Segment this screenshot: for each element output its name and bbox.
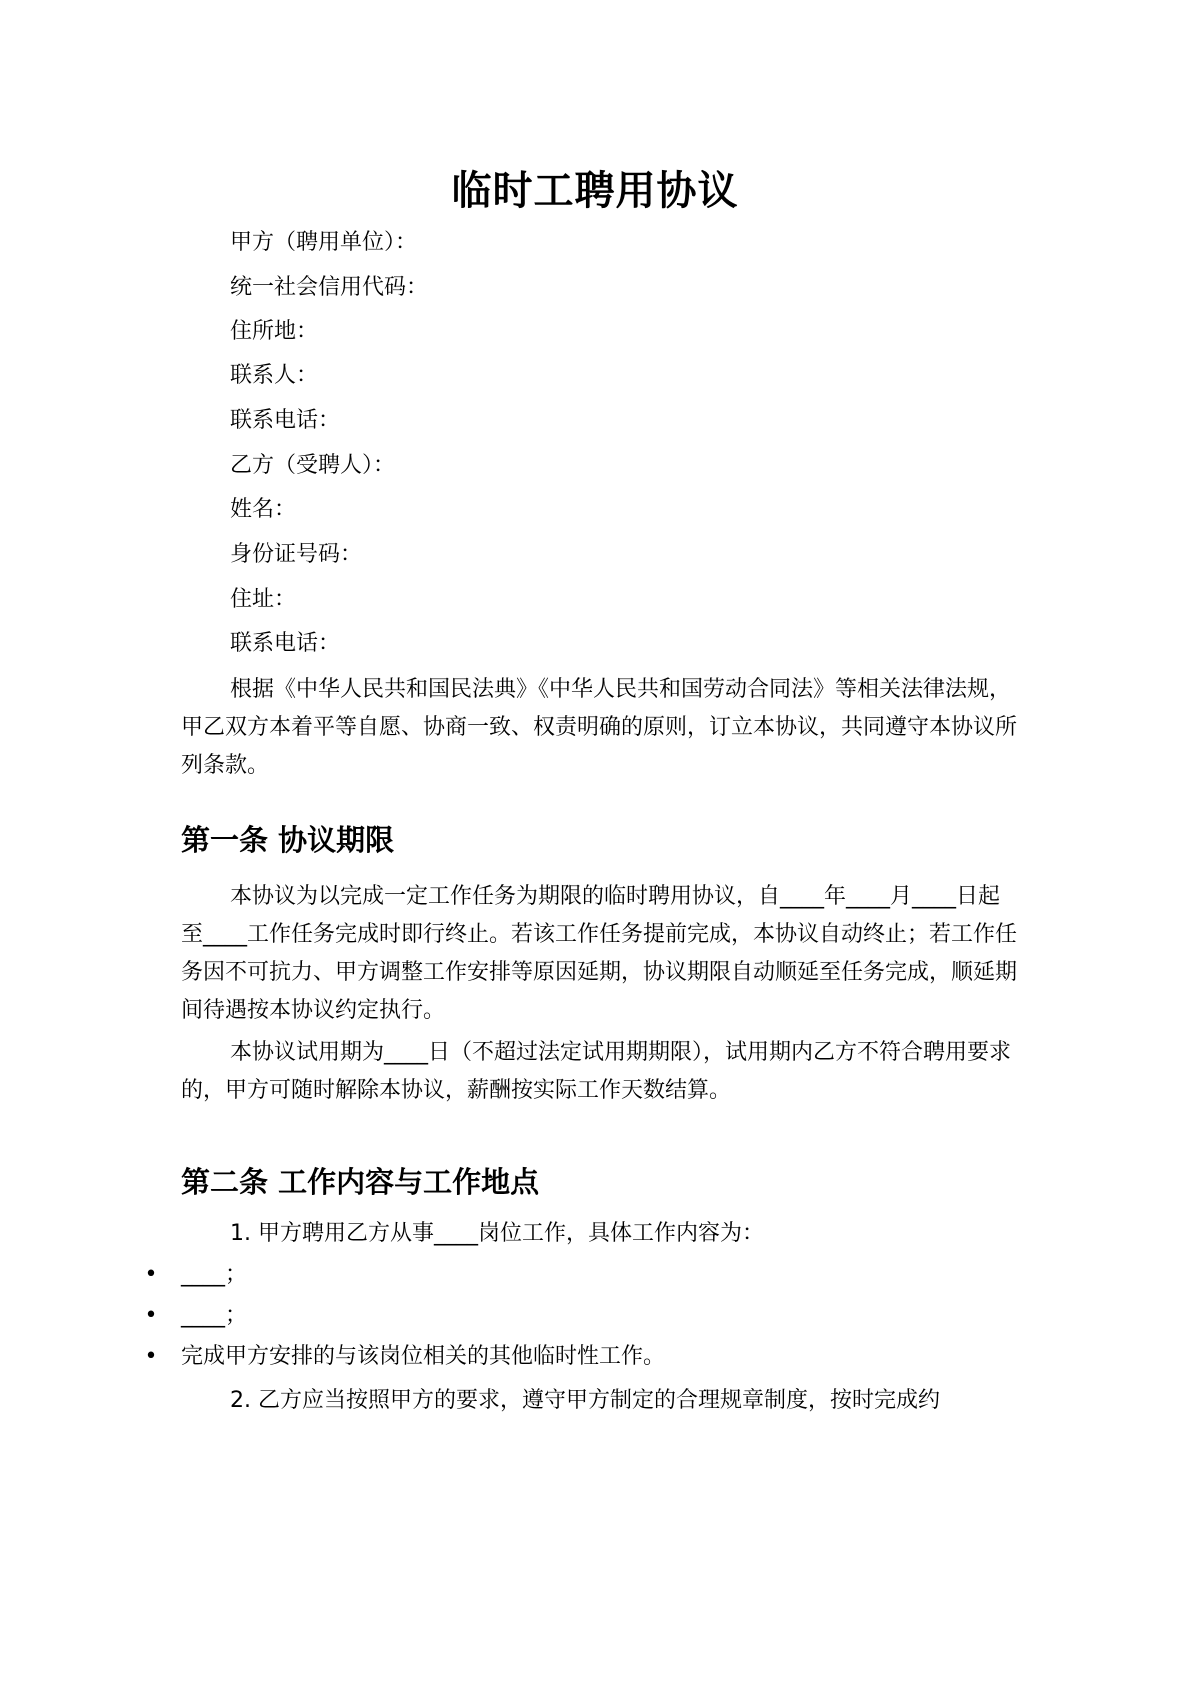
article-1-paragraph-2: 本协议试用期为____日（不超过法定试用期期限），试用期内乙方不符合聘用要求的，甲方可随时解除本协议，薪酬按实际工作天数结算。 (181, 1040, 1012, 1103)
party-a-label: 甲方（聘用单位）： (230, 230, 418, 255)
party-b-id-label: 身份证号码： (230, 542, 363, 567)
list-item-text: 完成甲方安排的与该岗位相关的其他临时性工作。 (181, 1344, 666, 1369)
party-b-address-label: 住址： (230, 587, 297, 612)
party-a-address-label: 住所地： (230, 319, 319, 344)
bullet-icon: • (144, 1344, 158, 1369)
document-title: 临时工聘用协议 (451, 168, 739, 214)
article-1-paragraph-1: 本协议为以完成一定工作任务为期限的临时聘用协议，自____年____月____日起至____工作任务完成时即行终止。若该工作任务提前完成，本协议自动终止；若工作任务因不可抗力、甲方调整工作安排等原因延期，协议期限自动顺延至任务完成，顺延期间待遇按本协议约定执行。 (181, 884, 1018, 1023)
list-item-text: ____； (181, 1303, 248, 1328)
party-b-phone-label: 联系电话： (230, 631, 341, 656)
article-1-heading: 第一条 协议期限 (181, 823, 395, 857)
article-2-item-1: 1. 甲方聘用乙方从事____岗位工作，具体工作内容为： (230, 1221, 764, 1246)
party-a-contact-label: 联系人： (230, 363, 319, 388)
party-b-name-label: 姓名： (230, 497, 297, 522)
article-2-heading: 第二条 工作内容与工作地点 (181, 1165, 540, 1199)
party-a-credit-code-label: 统一社会信用代码： (230, 275, 429, 300)
preamble-paragraph: 根据《中华人民共和国民法典》《中华人民共和国劳动合同法》等相关法律法规，甲乙双方本着平等自愿、协商一致、权责明确的原则，订立本协议，共同遵守本协议所列条款。 (181, 677, 1018, 778)
party-b-label: 乙方（受聘人）： (230, 453, 396, 478)
article-2-item-2: 2. 乙方应当按照甲方的要求，遵守甲方制定的合理规章制度，按时完成约 (230, 1388, 940, 1413)
bullet-icon: • (144, 1303, 158, 1328)
bullet-icon: • (144, 1262, 158, 1287)
party-a-phone-label: 联系电话： (230, 408, 341, 433)
list-item-text: ____； (181, 1262, 248, 1287)
